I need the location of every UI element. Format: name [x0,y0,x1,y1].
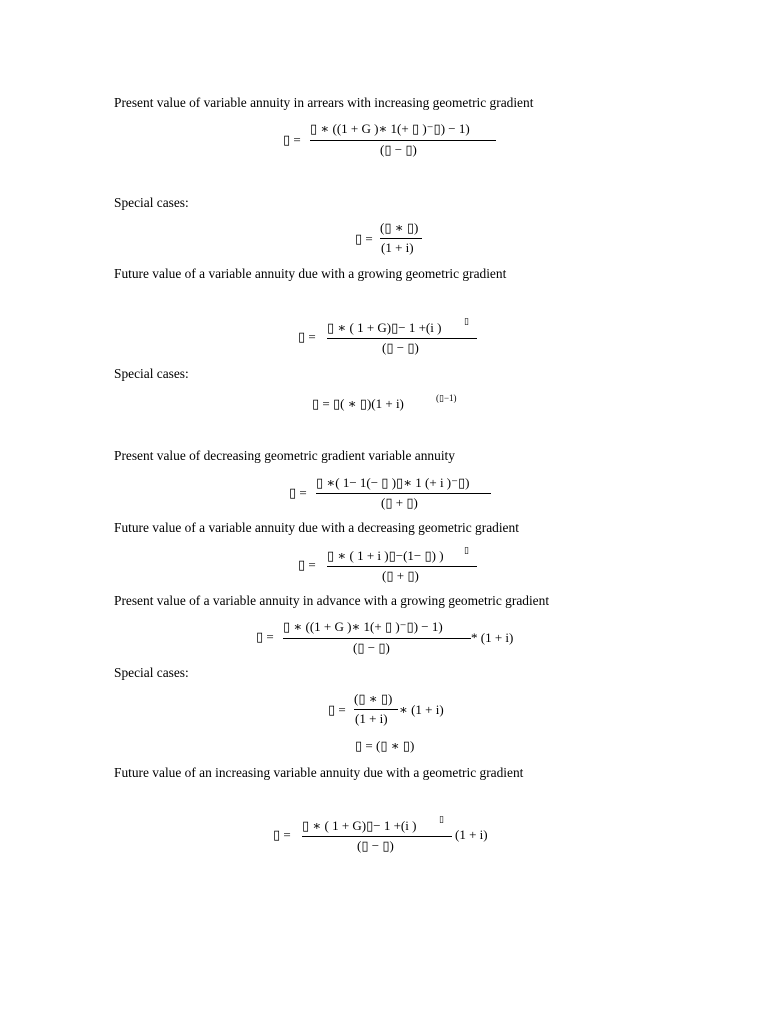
formula-denominator: (▯ + ▯) [381,495,418,510]
fraction-bar [354,709,398,710]
formula-special-case-1 [355,220,435,260]
fraction-bar [316,493,491,494]
heading-fv-increasing-due: Future value of an increasing variable annuity due with a geometric gradient [114,765,524,780]
heading-fv-due-growing: Future value of a variable annuity due with a growing geometric gradient [114,266,507,281]
formula-pv-decreasing [289,474,494,514]
formula-pv-arrears-increasing [283,120,498,162]
formula-denominator: (▯ − ▯) [353,640,390,655]
fraction-bar [327,566,477,567]
formula-numerator: ▯ ∗ ( 1 + G)▯− 1 +(i ) [302,818,417,833]
formula-multiplier: ∗ (1 + i) [399,702,444,717]
formula-exponent: ▯ [464,545,469,555]
formula-denominator: (1 + i) [381,240,414,255]
formula-multiplier: * (1 + i) [471,630,514,645]
formula-numerator: ▯ ∗ ((1 + G )∗ 1(+ ▯ )⁻▯) − 1) [283,619,443,634]
formula-fv-due-decreasing [298,545,483,585]
formula-numerator: ▯ ∗ ( 1 + i )▯−(1− ▯) ) [327,548,444,563]
formula-exponent: ▯ [439,814,444,824]
fraction-bar [283,638,471,639]
formula-exponent: ▯ [464,316,469,326]
formula-special-case-2 [312,392,467,414]
formula-lhs: ▯ = [289,485,307,500]
formula-numerator: ▯ ∗ ((1 + G )∗ 1(+ ▯ )⁻▯) − 1) [310,121,470,136]
heading-pv-decreasing: Present value of decreasing geometric gradient variable annuity [114,448,455,463]
heading-special-cases-2: Special cases: [114,366,189,381]
formula-multiplier: (1 + i) [455,827,488,842]
formula-lhs: ▯ = [355,231,373,246]
heading-pv-arrears-increasing: Present value of variable annuity in arrears with increasing geometric gradient [114,95,534,110]
formula-expression: ▯ = ▯( ∗ ▯)(1 + i) [312,396,404,411]
formula-special-case-4 [355,738,435,756]
formula-pv-advance-growing [256,618,518,660]
heading-special-cases-3: Special cases: [114,665,189,680]
formula-denominator: (1 + i) [355,711,388,726]
formula-fv-due-growing [298,316,483,358]
formula-numerator: ▯ ∗( 1− 1(− ▯ )▯∗ 1 (+ i )⁻▯) [316,475,470,490]
formula-denominator: (▯ − ▯) [357,838,394,853]
fraction-bar [310,140,496,141]
fraction-bar [380,238,422,239]
heading-pv-advance-growing: Present value of a variable annuity in advance with a growing geometric gradient [114,593,550,608]
formula-special-case-3 [328,692,448,728]
heading-fv-due-decreasing: Future value of a variable annuity due with a decreasing geometric gradient [114,520,519,535]
formula-lhs: ▯ = [256,629,274,644]
fraction-bar [302,836,452,837]
formula-lhs: ▯ = [273,827,291,842]
formula-expression: ▯ = (▯ ∗ ▯) [355,738,415,753]
formula-numerator: ▯ ∗ ( 1 + G)▯− 1 +(i ) [327,320,442,335]
fraction-bar [327,338,477,339]
formula-denominator: (▯ + ▯) [382,568,419,583]
formula-numerator: (▯ ∗ ▯) [354,691,393,706]
formula-numerator: (▯ ∗ ▯) [380,220,419,235]
heading-special-cases-1: Special cases: [114,195,189,210]
formula-lhs: ▯ = [328,702,346,717]
formula-lhs: ▯ = [283,132,301,147]
formula-lhs: ▯ = [298,329,316,344]
formula-denominator: (▯ − ▯) [380,142,417,157]
formula-denominator: (▯ − ▯) [382,340,419,355]
formula-exponent: (▯−1) [436,393,457,403]
formula-lhs: ▯ = [298,557,316,572]
formula-fv-increasing-due [273,814,493,856]
